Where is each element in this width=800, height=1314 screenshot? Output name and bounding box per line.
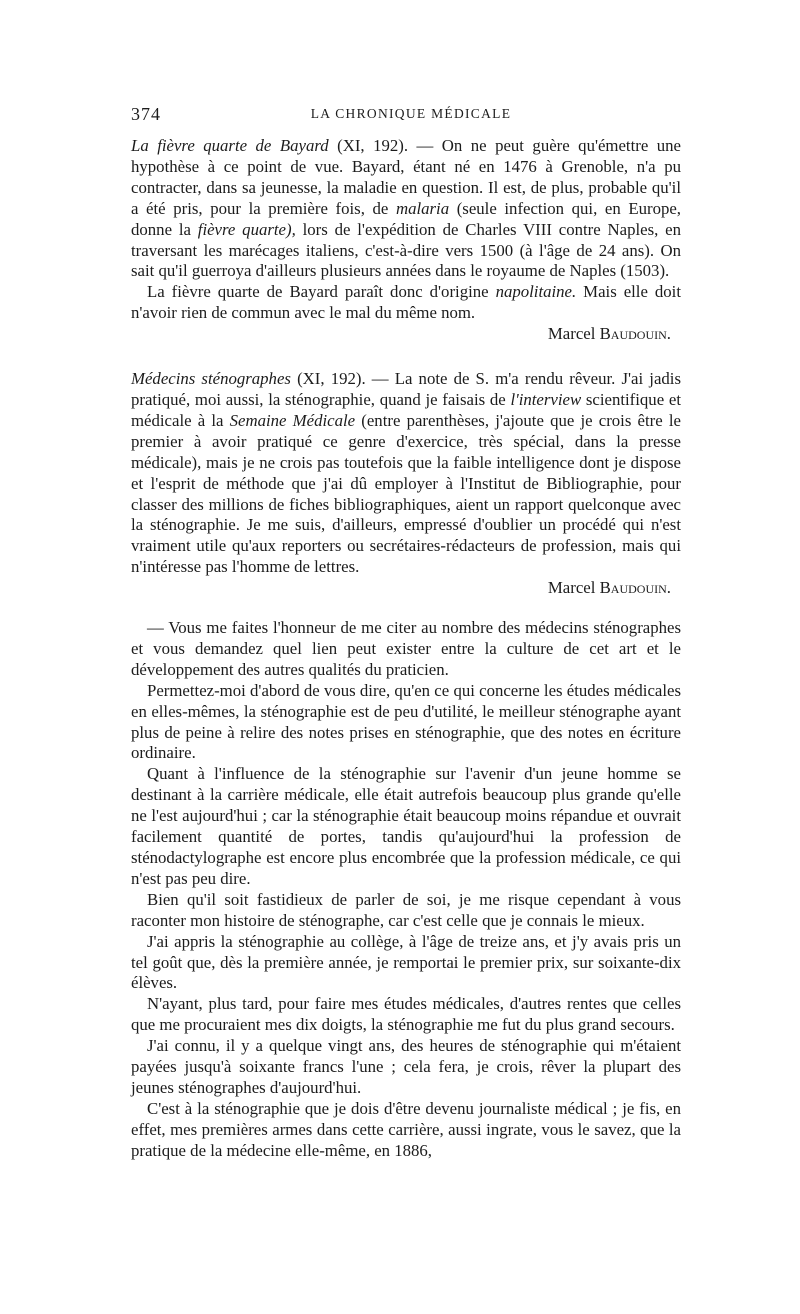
running-head bbox=[131, 104, 681, 128]
journal-title: LA CHRONIQUE MÉDICALE bbox=[310, 106, 512, 121]
note-fievre-quarte bbox=[131, 136, 681, 345]
paragraph: Bien qu'il soit fastidieux de parler de soi, je me risque cependant à vous raconter mon histoire de sténographe, car c'est celle que je connais le mieux. bbox=[131, 889, 681, 930]
note-title: La fièvre quarte de Bayard bbox=[131, 136, 329, 155]
spacer bbox=[131, 599, 681, 618]
paragraph: Médecins sténographes (XI, 192). — La note de S. m'a rendu rêveur. J'ai jadis pratiqué, moi aussi, la sténographie, quand je faisais de l'interview scientifique et médicale à la Semaine Médicale (entre parenthèses, j'ajoute que je crois être le premier à avoir pratiqué ce genre d'exercice, très spécial, dans la presse médicale), mais je ne crois pas toutefois que la faible intelligence dont je dispose et l'esprit de méthode que j'ai dû employer à l'Institut de Bibliographie, pour classer des millions de fiches bibliographiques, aient un rapport quelconque avec la sténographie. Je me suis, d'ailleurs, empressé d'oublier un procédé qui n'est vraiment utile qu'aux reporters ou secrétaires-rédacteurs de profession, mais qui n'intéresse pas l'homme de lettres. bbox=[131, 369, 681, 577]
author-signature: Marcel Baudouin. bbox=[547, 324, 671, 344]
paragraph: Quant à l'influence de la sténographie sur l'avenir d'un jeune homme se destinant à la carrière médicale, elle était autrefois beaucoup plus grande qu'elle ne l'est aujourd'hui ; car la sténographie était beaucoup moins répandue et ouvrait facilement quantité de portes, tandis qu'aujourd'hui la profession de sténodactylographe est encore plus encombrée que la profession médicale, ce qui n'est pas peu dire. bbox=[131, 764, 681, 888]
paragraph: C'est à la sténographie que je dois d'être devenu journaliste médical ; je fis, en effet, mes premières armes dans cette carrière, aussi ingrate, vous le savez, que la pratique de la médecine elle-même, en 1886, bbox=[131, 1098, 681, 1160]
paragraph: La fièvre quarte de Bayard paraît donc d'origine napolitaine. Mais elle doit n'avoir rien de commun avec le mal du même nom. bbox=[131, 282, 681, 323]
paragraph: J'ai connu, il y a quelque vingt ans, des heures de sténographie qui m'étaient payées jusqu'à soixante francs l'une ; cela fera, je crois, rêver la plupart des jeunes sténographes d'aujourd'hui. bbox=[131, 1036, 681, 1097]
note-medecins-stenographes bbox=[131, 369, 681, 599]
spacer bbox=[131, 345, 681, 369]
article-body bbox=[131, 136, 681, 1162]
author-signature: Marcel Baudouin. bbox=[547, 578, 671, 598]
note-title: Médecins sténographes bbox=[131, 369, 291, 389]
paragraph: Permettez-moi d'abord de vous dire, qu'en ce qui concerne les études médicales en elles-mêmes, la sténographie est de peu d'utilité, le meilleur sténographe ayant plus de peine à relire des notes prises en sténographie, que des notes en écriture ordinaire. bbox=[131, 680, 681, 763]
paragraph: La fièvre quarte de Bayard (XI, 192). — On ne peut guère qu'émettre une hypothèse à ce point de vue. Bayard, étant né en 1476 à Grenoble, n'a pu contracter, dans sa jeunesse, la maladie en question. Il est, de plus, probable qu'il a été pris, pour la première fois, de malaria (seule infection qui, en Europe, donne la fièvre quarte), lors de l'expédition de Charles VIII contre Naples, en traversant les marécages italiens, c'est-à-dire vers 1500 (à l'âge de 24 ans). On sait qu'il guerroya d'ailleurs plusieurs années dans le royaume de Naples (1503). bbox=[131, 136, 681, 281]
paragraph: N'ayant, plus tard, pour faire mes études médicales, d'autres rentes que celles que me procuraient mes dix doigts, la sténographie me fut du plus grand secours. bbox=[131, 994, 681, 1035]
paragraph: J'ai appris la sténographie au collège, à l'âge de treize ans, et j'y avais pris un tel goût que, dès la première année, je remportai le premier prix, sur soixante-dix élèves. bbox=[131, 931, 681, 993]
paragraph: — Vous me faites l'honneur de me citer au nombre des médecins sténographes et vous demandez quel lien peut exister entre la culture de cet art et le développement des autres qualités du praticien. bbox=[131, 618, 681, 679]
page-number: 374 bbox=[131, 104, 161, 124]
reply-letter bbox=[131, 618, 681, 1162]
